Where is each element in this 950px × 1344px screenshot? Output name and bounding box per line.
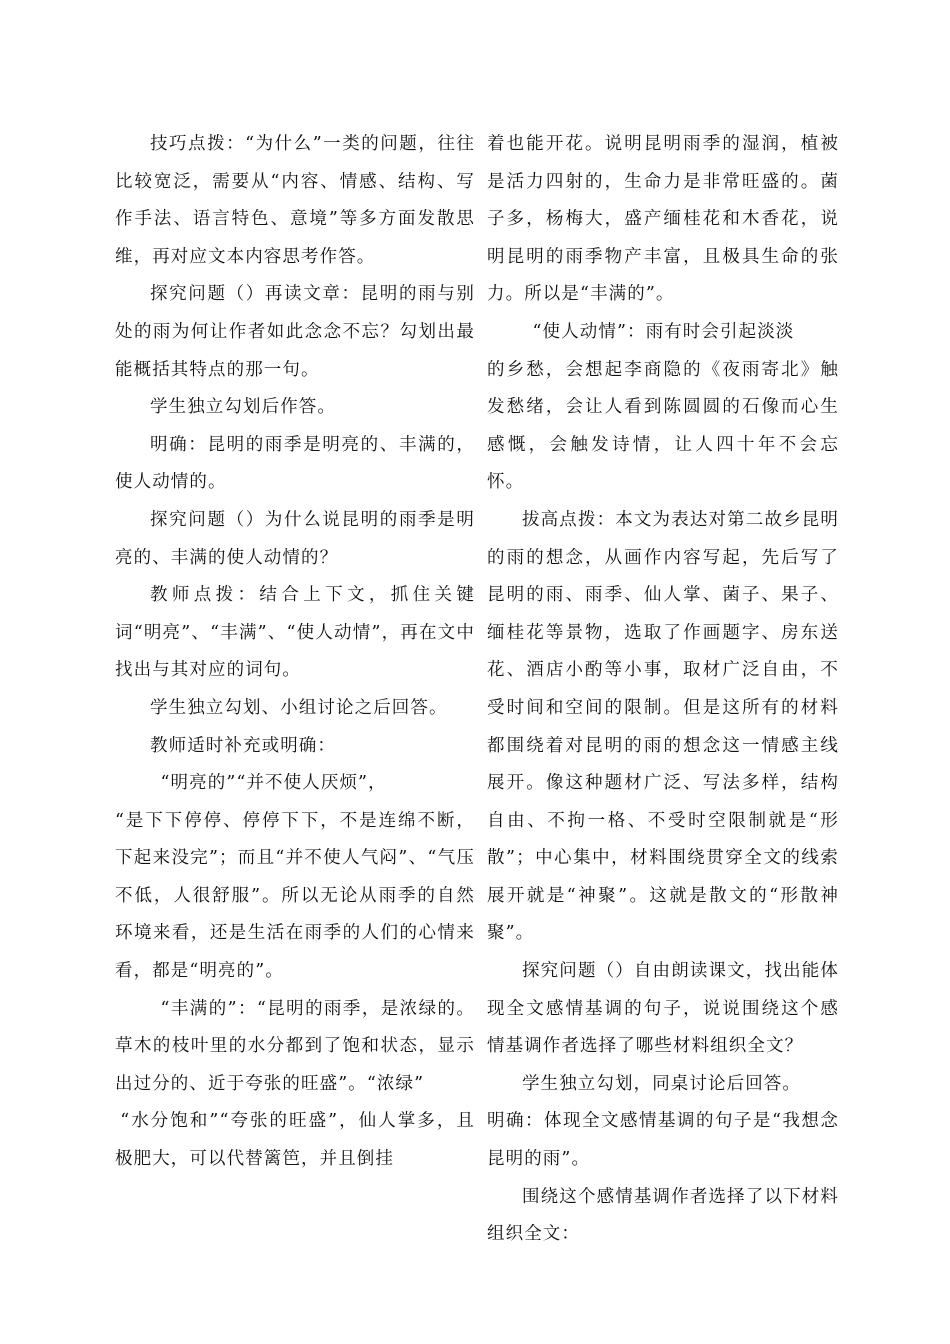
- paragraph-bright-body: “是下下停停、停停下下，不是连绵不断，下起来没完”；而且“并不使人气闷”、“气压不低，人很舒服”。所以无论从雨季的自然环境来看，还是生活在雨季的人们的心情来看，都是“明亮的”。: [115, 810, 475, 982]
- paragraph-question: 探究问题（）再读文章：昆明的雨与别处的雨为何让作者如此念念不忘？勾划出最能概括其特点的那一句。: [115, 284, 475, 380]
- paragraph-moving-body: 的乡愁，会想起李商隐的《夜雨寄北》触发愁绪，会让人看到陈圆圆的石像而心生感慨，会触发诗情，让人四十年不会忘怀。: [487, 359, 839, 493]
- paragraph-student-action: 学生独立勾划、小组讨论之后回答。: [150, 697, 448, 718]
- paragraph-full-continued: 着也能开花。说明昆明雨季的湿润，植被是活力四射的，生命力是非常旺盛的。菌子多，杨梅大，盛产缅桂花和木香花，说明昆明的雨季物产丰富，且极具生命的张力。所以是“丰满的”。: [487, 134, 839, 305]
- paragraph-answer: 明确：昆明的雨季是明亮的、丰满的，使人动情的。: [115, 434, 475, 493]
- paragraph-advanced-tip: 拔高点拨：本文为表达对第二故乡昆明的雨的想念，从画作内容写起，先后写了昆明的雨、雨季、仙人掌、菌子、果子、缅桂花等景物，选取了作画题字、房东送花、酒店小酌等小事，取材广泛自由，不受时间和空间的限制。但是这所有的材料都围绕着对昆明的雨的想念这一情感主线展开。像这种题材广泛、写法多样，结构自由、不拘一格、不受时空限制就是“形散”；中心集中，材料围绕贯穿全文的线索展开就是“神聚”。这就是散文的“形散神聚”。: [487, 509, 839, 944]
- paragraph-student-action: 学生独立勾划，同桌讨论后回答。: [522, 1073, 801, 1094]
- left-column: [115, 126, 475, 1179]
- paragraph-moving-heading: “使人动情”：雨有时会引起淡淡: [532, 321, 795, 342]
- paragraph-bright-heading: “明亮的”“并不使人厌烦”，: [160, 773, 387, 794]
- paragraph-tip: 技巧点拨：“为什么”一类的问题，往往比较宽泛，需要从“内容、情感、结构、写作手法、语言特色、意境”等多方面发散思维，再对应文本内容思考作答。: [115, 134, 475, 267]
- paragraph-answer: 明确：体现全文感情基调的句子是“我想念昆明的雨”。: [487, 1111, 839, 1170]
- paragraph-teacher-tip: 教师点拨：结合上下文，抓住关键词“明亮”、“丰满”、“使人动情”，再在文中找出与其对应的词句。: [115, 585, 475, 681]
- right-column: [487, 126, 839, 1254]
- paragraph-teacher-note: 教师适时补充或明确：: [150, 735, 336, 756]
- paragraph-question: 探究问题（）为什么说昆明的雨季是明亮的、丰满的使人动情的？: [115, 509, 475, 568]
- paragraph-full-body: “水分饱和”“夸张的旺盛”，仙人掌多，且极肥大，可以代替篱笆，并且倒挂: [115, 1111, 475, 1170]
- paragraph-materials-intro: 围绕这个感情基调作者选择了以下材料组织全文：: [487, 1186, 839, 1245]
- paragraph-student-action: 学生独立勾划后作答。: [150, 397, 336, 418]
- paragraph-question: 探究问题（）自由朗读课文，找出能体现全文感情基调的句子，说说围绕这个感情基调作者选择了哪些材料组织全文？: [487, 961, 839, 1057]
- paragraph-full-heading: “丰满的”：“昆明的雨季，是浓绿的。草木的枝叶里的水分都到了饱和状态，显示出过分的、近于夸张的旺盛”。“浓绿”: [115, 998, 475, 1094]
